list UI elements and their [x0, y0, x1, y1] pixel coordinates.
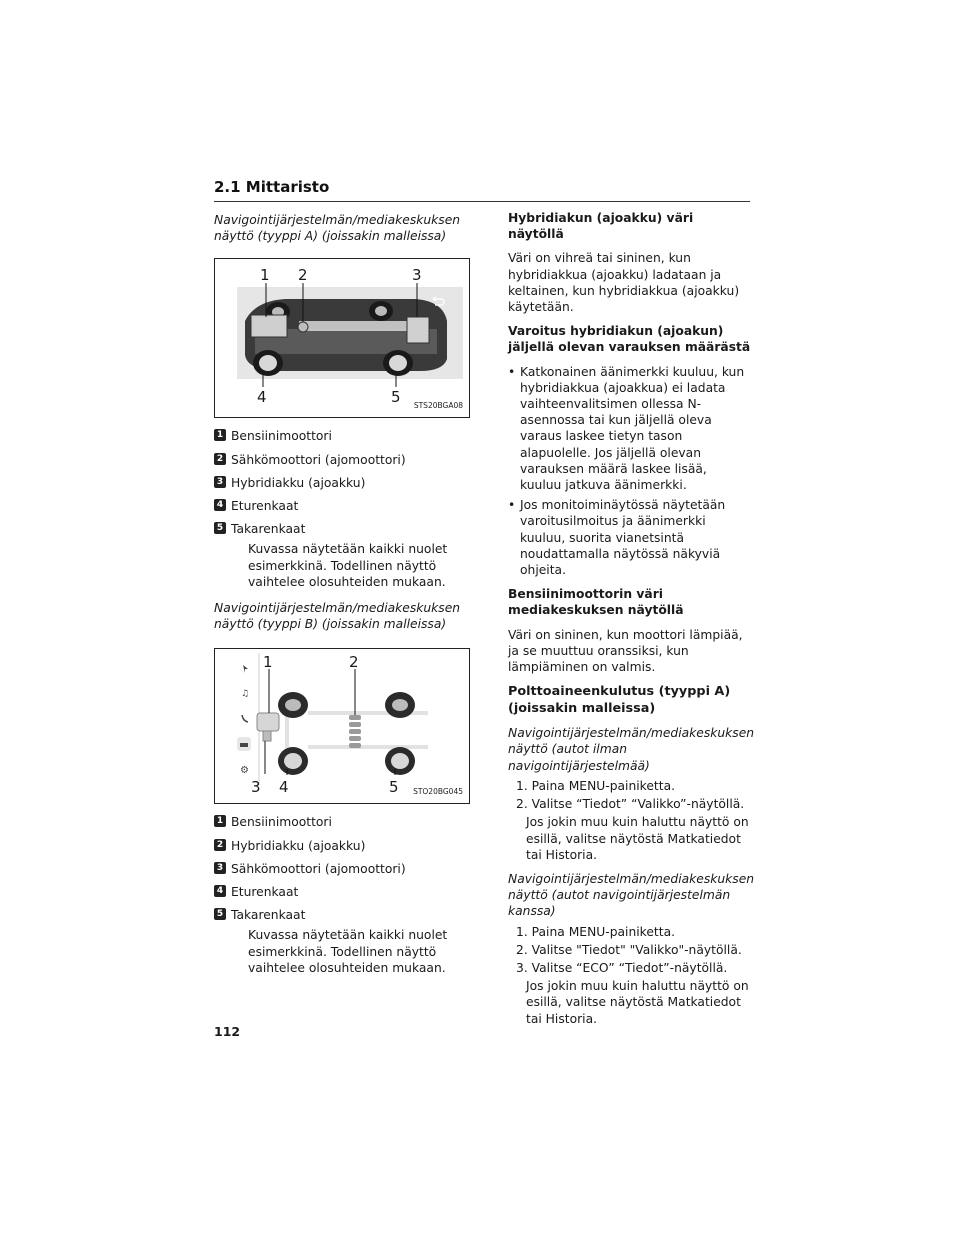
legend-number: 5 — [214, 522, 226, 534]
legend-number: 2 — [214, 839, 226, 851]
legend-item — [214, 907, 476, 923]
music-note-icon: ♫ — [241, 689, 250, 700]
steps-no-navigation — [508, 778, 752, 812]
legend-type-a — [214, 428, 476, 537]
car-icon — [237, 737, 251, 751]
step-note-with-navigation: Jos jokin muu kuin haluttu näyttö on esillä, valitse näytöstä Matkatiedot tai Historia. — [526, 979, 749, 1026]
subheading-no-navigation: Navigointijärjestelmän/mediakeskuksen näyttö (autot ilman navigointijärjestelmää) — [508, 726, 755, 773]
step-item: 3. Valitse “ECO” “Tiedot”-näytöllä. — [516, 960, 728, 975]
legend-item — [214, 814, 476, 830]
legend-text: Hybridiakku (ajoakku) — [231, 475, 366, 490]
step-item: 2. Valitse "Tiedot" "Valikko"-näytöllä. — [516, 942, 742, 957]
callout-2: 2 — [349, 653, 359, 672]
callout-2: 2 — [298, 266, 308, 285]
heading-engine-color: Bensiinimoottorin väri mediakeskuksen näytöllä — [508, 587, 684, 618]
legend-item — [214, 861, 476, 877]
heading-type-a: Navigointijärjestelmän/mediakeskuksen näyttö (tyyppi A) (joissakin malleissa) — [214, 213, 461, 244]
heading-type-b: Navigointijärjestelmän/mediakeskuksen näyttö (tyyppi B) (joissakin malleissa) — [214, 601, 461, 632]
legend-number: 3 — [214, 862, 226, 874]
battery-color-text: Väri on vihreä tai sininen, kun hybridiakkua (ajoakku) ladataan ja keltainen, kun hybridiakkua (ajoakku) käytetään. — [508, 251, 740, 315]
callout-1: 1 — [260, 266, 270, 285]
callout-3: 3 — [412, 266, 422, 285]
legend-text: Hybridiakku (ajoakku) — [231, 838, 366, 853]
legend-item — [214, 884, 476, 900]
step-note-no-navigation: Jos jokin muu kuin haluttu näyttö on esillä, valitse näytöstä Matkatiedot tai Historia. — [526, 815, 749, 862]
legend-number: 5 — [214, 908, 226, 920]
legend-number: 4 — [214, 885, 226, 897]
hybrid-system-diagram-b — [215, 649, 469, 803]
section-title: 2.1 Mittaristo — [214, 178, 750, 202]
legend-number: 1 — [214, 429, 226, 441]
legend-item — [214, 838, 476, 854]
legend-type-b — [214, 814, 476, 923]
heading-fuel-consumption: Polttoaineenkulutus (tyyppi A) (joissakin malleissa) — [508, 684, 731, 717]
heading-battery-warning: Varoitus hybridiakun (ajoakun) jäljellä olevan varauksen määrästä — [508, 324, 751, 355]
step-item: 1. Paina MENU-painiketta. — [516, 778, 676, 793]
list-item: • Jos monitoiminäytössä näytetään varoitusilmoitus ja äänimerkki kuuluu, suorita vianetsintä noudattamalla näytössä näkyviä ohjeita. — [508, 497, 752, 578]
callout-4: 4 — [257, 388, 267, 407]
legend-item — [214, 475, 476, 491]
legend-text: Takarenkaat — [231, 908, 306, 923]
step-item: 2. Valitse “Tiedot” “Valikko”-näytöllä. — [516, 797, 745, 812]
figure-type-a — [214, 258, 470, 418]
legend-number: 3 — [214, 476, 226, 488]
callout-1: 1 — [263, 653, 273, 672]
legend-item — [214, 498, 476, 514]
legend-text: Eturenkaat — [231, 499, 299, 514]
hybrid-system-diagram-a — [215, 259, 469, 417]
steps-with-navigation — [508, 924, 752, 977]
step-item: 1. Paina MENU-painiketta. — [516, 924, 676, 939]
legend-number: 1 — [214, 815, 226, 827]
legend-text: Bensiinimoottori — [231, 815, 332, 830]
legend-number: 2 — [214, 453, 226, 465]
callout-5: 5 — [389, 778, 399, 797]
engine-color-text: Väri on sininen, kun moottori lämpiää, ja se muuttuu oranssiksi, kun lämpiäminen on valmis. — [508, 627, 743, 675]
callout-4: 4 — [279, 778, 289, 797]
right-column — [508, 210, 755, 1035]
phone-icon — [242, 715, 248, 722]
legend-note-b: Kuvassa näytetään kaikki nuolet esimerkkinä. Todellinen näyttö vaihtelee olosuhteiden mukaan. — [248, 928, 448, 975]
legend-text: Takarenkaat — [231, 522, 306, 537]
callout-3: 3 — [251, 778, 261, 797]
callout-5: 5 — [391, 388, 401, 407]
figure-code: STO20BG045 — [413, 787, 463, 797]
legend-number: 4 — [214, 499, 226, 511]
gear-icon: ⚙ — [240, 765, 249, 777]
navigation-arrow-icon — [243, 665, 248, 673]
figure-code: STS20BGA08 — [413, 401, 463, 411]
legend-item — [214, 452, 476, 468]
battery-warning-list — [508, 364, 752, 579]
legend-item — [214, 521, 476, 537]
legend-item — [214, 428, 476, 444]
legend-text: Sähkömoottori (ajomoottori) — [231, 452, 406, 467]
legend-text: Eturenkaat — [231, 885, 299, 900]
page-number: 112 — [214, 1024, 241, 1039]
left-column — [214, 212, 476, 986]
legend-text: Bensiinimoottori — [231, 429, 332, 444]
figure-type-b — [214, 648, 470, 804]
subheading-with-navigation: Navigointijärjestelmän/mediakeskuksen näyttö (autot navigointijärjestelmän kanssa) — [508, 871, 755, 919]
legend-note-a: Kuvassa näytetään kaikki nuolet esimerkkinä. Todellinen näyttö vaihtelee olosuhteiden mukaan. — [248, 542, 448, 589]
heading-battery-color: Hybridiakun (ajoakku) väri näytöllä — [508, 211, 694, 242]
legend-text: Sähkömoottori (ajomoottori) — [231, 861, 406, 876]
list-item: • Katkonainen äänimerkki kuuluu, kun hybridiakkua (ajoakkua) ei ladata vaihteenvalitsimen ollessa N-asennossa tai kun jäljellä oleva varaus laskee tietyn tason alapuolelle. Jos jäljellä olevan varauksen määrä laskee lisää, kuuluu jatkuva äänimerkki. — [508, 364, 752, 494]
